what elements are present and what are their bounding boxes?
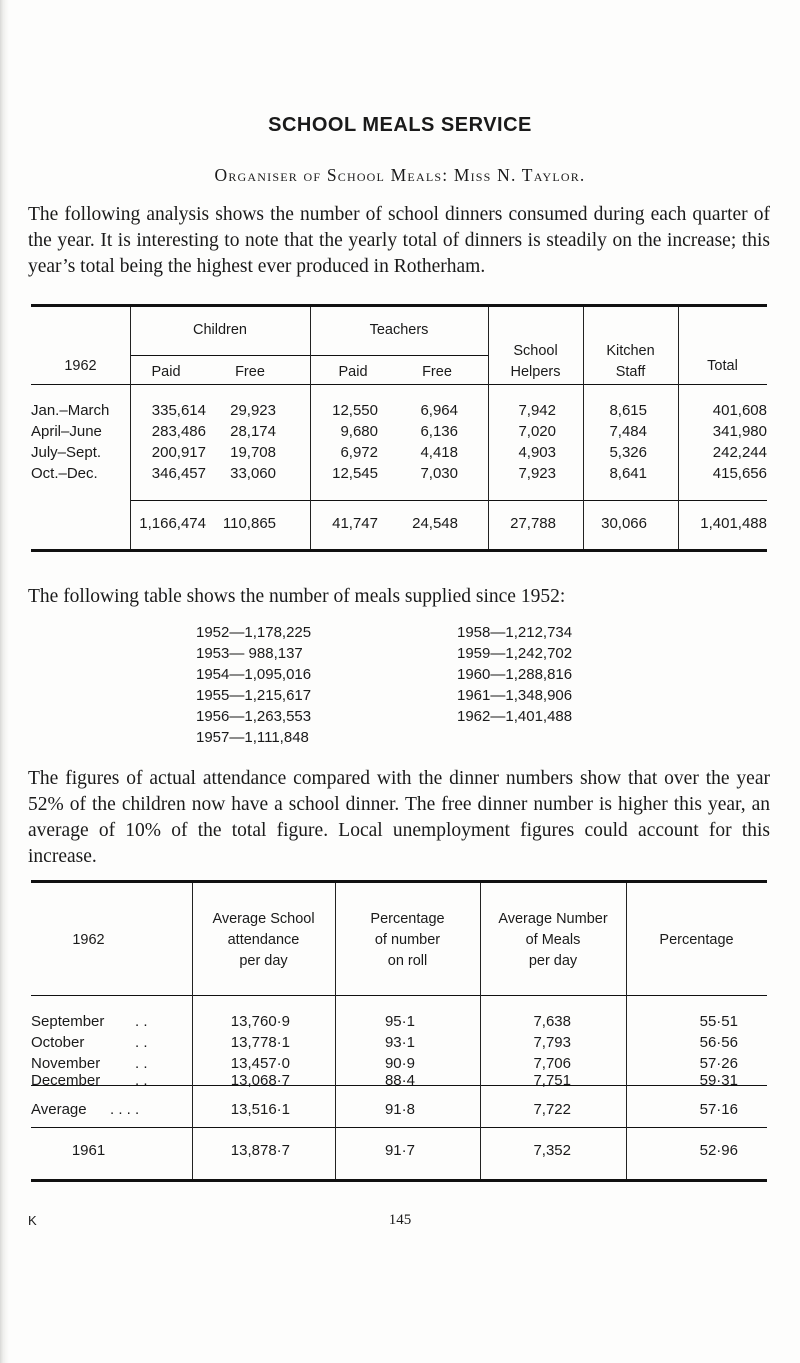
- percentage-value: 57·16: [699, 1101, 738, 1118]
- kitchen-staff-value: 8,641: [609, 465, 647, 482]
- list-item: 1957—1,111,848: [196, 729, 309, 746]
- table-top-rule: [31, 880, 767, 883]
- roll-percentage-value: 91·8: [384, 1101, 415, 1118]
- teachers-paid-header: Paid: [338, 364, 368, 380]
- signature-mark: K: [28, 1213, 37, 1228]
- children-paid-value: 346,457: [151, 465, 206, 482]
- total-value: 341,980: [712, 423, 767, 440]
- teachers-paid-value: 6,972: [340, 444, 378, 461]
- list-item: 1960—1,288,816: [457, 666, 573, 683]
- children-free-value: 29,923: [230, 402, 276, 419]
- roll-percentage-value: 88·4: [384, 1072, 415, 1089]
- attendance-header: Average School attendance per day: [212, 911, 315, 969]
- kitchen-staff-value: 7,484: [609, 423, 647, 440]
- teachers-paid-value: 12,545: [332, 465, 378, 482]
- teachers-free-value: 7,030: [420, 465, 458, 482]
- row-label: 1961: [71, 1142, 106, 1159]
- kitchen-staff-total: 30,066: [601, 515, 647, 532]
- meals-value: 7,638: [533, 1013, 571, 1030]
- children-paid-value: 335,614: [151, 402, 206, 419]
- year-header: 1962: [64, 358, 97, 374]
- header-sub-rule: [130, 355, 488, 356]
- school-helpers-total: 27,788: [510, 515, 556, 532]
- teachers-free-header: Free: [422, 364, 452, 380]
- leader-dots: . .: [135, 1072, 148, 1089]
- attendance-value: 13,760·9: [230, 1013, 290, 1030]
- teachers-paid-value: 12,550: [332, 402, 378, 419]
- page-title: SCHOOL MEALS SERVICE: [268, 114, 532, 136]
- teachers-free-value: 6,964: [420, 402, 458, 419]
- teachers-paid-total: 41,747: [332, 515, 378, 532]
- total-value: 415,656: [712, 465, 767, 482]
- attendance-paragraph: The figures of actual attendance compared with the dinner numbers show that over the year 52% of the children now have a school dinner. The free dinner number is higher this year, an average of 10% of the total figure. Local unemployment figures could account for this increase.: [28, 768, 770, 867]
- children-header: Children: [193, 322, 247, 338]
- table-top-rule: [31, 304, 767, 307]
- table-bottom-rule: [31, 549, 767, 552]
- page-number: 145: [388, 1212, 412, 1228]
- percentage-value: 56·56: [699, 1034, 738, 1051]
- previous-year-rule: [31, 1127, 767, 1128]
- list-item: 1952—1,178,225: [196, 624, 312, 641]
- school-helpers-header: School Helpers: [510, 343, 561, 380]
- total-value: 401,608: [712, 402, 767, 419]
- header-bottom-rule: [31, 384, 767, 385]
- table-bottom-rule: [31, 1179, 767, 1182]
- grand-total: 1,401,488: [700, 515, 767, 532]
- school-helpers-value: 7,942: [518, 402, 556, 419]
- row-label: April–June: [31, 423, 102, 440]
- row-label: Average: [31, 1101, 87, 1118]
- leader-dots: . . . .: [110, 1101, 140, 1118]
- intro-paragraph: The following analysis shows the number of school dinners consumed during each quarter of the year. It is interesting to note that the yearly total of dinners is steadily on the increase; this year’s total being the highest ever produced in Rotherham.: [28, 204, 770, 277]
- list-item: 1961—1,348,906: [457, 687, 573, 704]
- page-binding-edge: [0, 0, 9, 1363]
- roll-percentage-value: 93·1: [384, 1034, 415, 1051]
- attendance-value: 13,457·0: [230, 1055, 290, 1072]
- row-label: October: [31, 1034, 85, 1051]
- column-divider: [626, 883, 627, 1179]
- children-paid-value: 200,917: [151, 444, 206, 461]
- teachers-paid-value: 9,680: [340, 423, 378, 440]
- percentage-roll-header: Percentage of number on roll: [370, 911, 445, 969]
- list-item: 1962—1,401,488: [457, 708, 573, 725]
- children-free-header: Free: [235, 364, 265, 380]
- school-helpers-value: 4,903: [518, 444, 556, 461]
- percentage-value: 55·51: [699, 1013, 738, 1030]
- list-item: 1958—1,212,734: [457, 624, 573, 641]
- teachers-free-total: 24,548: [412, 515, 458, 532]
- roll-percentage-value: 91·7: [384, 1142, 415, 1159]
- meals-value: 7,793: [533, 1034, 571, 1051]
- kitchen-staff-value: 5,326: [609, 444, 647, 461]
- row-label: September: [31, 1013, 105, 1030]
- percentage-value: 59·31: [699, 1072, 738, 1089]
- row-label: November: [31, 1055, 101, 1072]
- list-item: 1954—1,095,016: [196, 666, 312, 683]
- row-label: Jan.–March: [31, 402, 110, 419]
- totals-rule: [130, 500, 767, 501]
- leader-dots: . .: [135, 1034, 148, 1051]
- row-label: Oct.–Dec.: [31, 465, 98, 482]
- list-item: 1959—1,242,702: [457, 645, 573, 662]
- leader-dots: . .: [135, 1055, 148, 1072]
- meals-value: 7,352: [533, 1142, 571, 1159]
- school-helpers-value: 7,923: [518, 465, 556, 482]
- percentage-value: 57·26: [699, 1055, 738, 1072]
- school-helpers-value: 7,020: [518, 423, 556, 440]
- percentage-value: 52·96: [699, 1142, 738, 1159]
- kitchen-staff-value: 8,615: [609, 402, 647, 419]
- children-free-value: 19,708: [230, 444, 276, 461]
- attendance-value: 13,878·7: [230, 1142, 290, 1159]
- leader-dots: . .: [135, 1013, 148, 1030]
- list-item: 1956—1,263,553: [196, 708, 312, 725]
- children-free-value: 28,174: [230, 423, 276, 440]
- teachers-free-value: 4,418: [420, 444, 458, 461]
- organiser-text: Organiser of School Meals: Miss N. Taylor.: [214, 165, 586, 185]
- total-value: 242,244: [712, 444, 767, 461]
- percentage-header: Percentage: [659, 932, 734, 948]
- children-paid-header: Paid: [151, 364, 181, 380]
- children-paid-total: 1,166,474: [139, 515, 206, 532]
- children-paid-value: 283,486: [151, 423, 206, 440]
- kitchen-staff-header: Kitchen Staff: [606, 343, 655, 380]
- attendance-value: 13,778·1: [230, 1034, 290, 1051]
- roll-percentage-value: 90·9: [384, 1055, 415, 1072]
- meals-value: 7,706: [533, 1055, 571, 1072]
- meals-intro: The following table shows the number of meals supplied since 1952:: [28, 586, 566, 607]
- attendance-value: 13,068·7: [230, 1072, 290, 1089]
- row-label: December: [31, 1072, 101, 1089]
- teachers-free-value: 6,136: [420, 423, 458, 440]
- roll-percentage-value: 95·1: [384, 1013, 415, 1030]
- teachers-header: Teachers: [369, 322, 429, 338]
- list-item: 1953— 988,137: [196, 645, 303, 662]
- meals-header: Average Number of Meals per day: [498, 911, 608, 969]
- organiser-line: [0, 165, 800, 186]
- attendance-value: 13,516·1: [230, 1101, 290, 1118]
- row-label: July–Sept.: [31, 444, 102, 461]
- header-bottom-rule: [31, 995, 767, 996]
- children-free-value: 33,060: [230, 465, 276, 482]
- meals-value: 7,751: [533, 1072, 571, 1089]
- year-header: 1962: [72, 932, 105, 948]
- children-free-total: 110,865: [222, 515, 276, 532]
- list-item: 1955—1,215,617: [196, 687, 312, 704]
- total-header: Total: [707, 358, 738, 374]
- meals-value: 7,722: [533, 1101, 571, 1118]
